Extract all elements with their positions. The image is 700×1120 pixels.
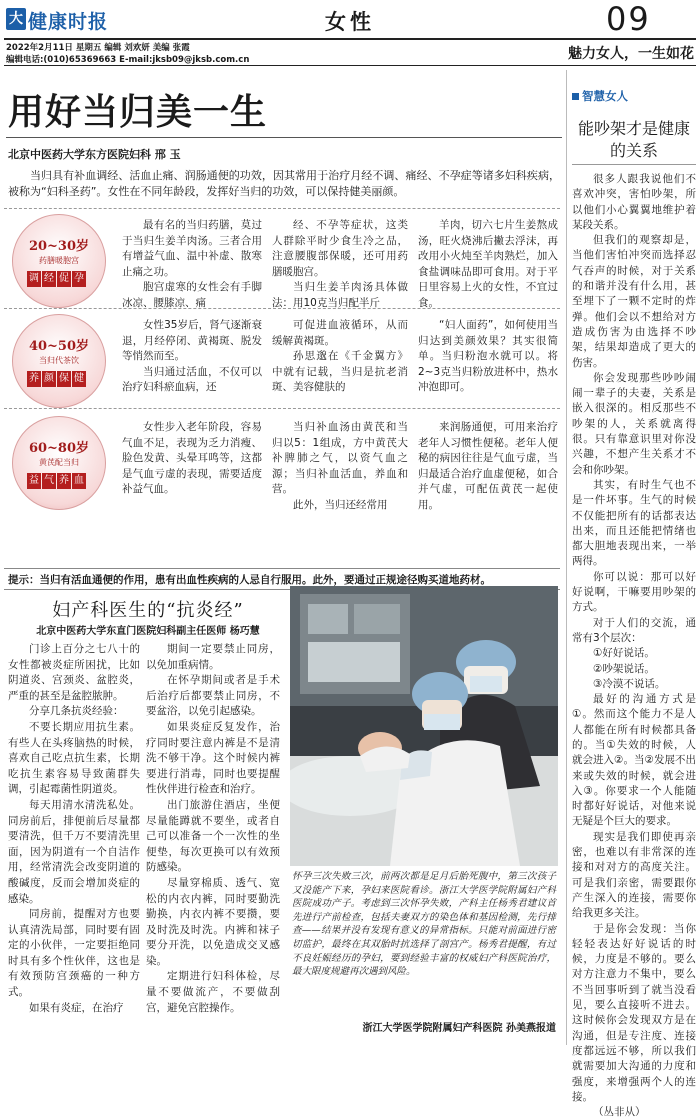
paragraph: “妇人面药”，如何使用当归达到美颜效果？其实很简单。当归粉泡水就可以。将2~3克当归粉放进杯中，热水冲泡即可。 (418, 319, 558, 394)
newspaper-logo (6, 6, 122, 32)
paragraph: 胞宫虚寒的女性会有手脚冰凉、腰膝凉、痛 (122, 281, 262, 309)
column-headline-rule (572, 164, 696, 165)
seal-char: 益 (27, 473, 41, 489)
band-text-col2 (272, 318, 408, 396)
paragraph: 女性步入老年阶段，容易气血不足，表现为乏力消瘦、脸色发黄、头晕耳鸣等，这都是气血亏虚的表现，需要适度补益气血。 (122, 421, 262, 496)
seal-stamp (27, 371, 86, 387)
seal-char: 颜 (42, 371, 56, 387)
paragraph: （丛非从） (593, 1106, 646, 1119)
age-range: 40~50岁 (28, 339, 90, 354)
logo-mark: 大 (6, 8, 26, 30)
paragraph: ①好好说话。 (593, 647, 655, 660)
paragraph: 你会发现那些吵吵闹闹一辈子的夫妻，关系是嵌入很深的。相反那些不吵架的人，关系就离得很。只有靠意识里对你没兴趣，不想产生关系才不会和你吵架。 (572, 371, 696, 476)
column-rule (566, 70, 567, 1045)
square-bullet-icon (572, 93, 579, 100)
paragraph: ②吵架说话。 (593, 662, 655, 675)
seal-stamp (27, 473, 86, 489)
page-slogan: 魅力女人，一生如花 (568, 46, 694, 62)
paragraph: 对于人们的交流，通常有3个层次： (572, 616, 696, 644)
masthead-rule (4, 38, 696, 40)
paragraph: 当归通过活血，不仅可以治疗妇科瘀血病，还 (122, 365, 262, 394)
section-title: 女性 (325, 9, 375, 34)
gyn-text-col2 (146, 642, 280, 1016)
column-section-label: 智慧女人 (582, 89, 628, 103)
age-tagline: 黄芪配当归 (39, 458, 79, 467)
paragraph: 最有名的当归药膳，莫过于当归生姜羊肉汤。三者合用有增益气血、温中补虚、散寒止痛之功。 (122, 219, 262, 278)
logo-text: 健康时报 (28, 11, 109, 33)
editor-contact: 编辑电话:(010)65369663 E-mail:jksb09@jksb.com.cn (6, 55, 250, 65)
photo-credit: 浙江大学医学院附属妇产科医院 孙美燕报道 (362, 1023, 556, 1034)
paragraph: 于是你会发现：当你轻轻表达好好说话的时候，力度是不够的。要么对方注意力不集中，要么不当回事听到了就当没看见，要么直接听不进去。这时候你会发现双方是在沟通，但是专注度、连接度都远远不够，所以我们就需要加大沟通的力度和强度，来增强两个人的连接。 (572, 922, 696, 1103)
age-tagline: 药膳暖胞宫 (39, 256, 79, 265)
band-text-col3 (418, 318, 558, 396)
seal-char: 养 (27, 371, 41, 387)
paragraph: 在怀孕期间或者是手术后治疗后都要禁止同房，不要盆浴，以免引起感染。 (146, 674, 280, 718)
tip-text: 提示：当归有活血通便的作用，患有出血性疾病的人忌自行服用。此外，要通过正规途径购买道地药材。 (8, 574, 491, 586)
band-divider (4, 208, 560, 209)
photo-illustration (290, 586, 558, 866)
paragraph: 可促进血液循环，从而缓解黄褐斑。 (272, 319, 408, 347)
paragraph: 很多人跟我说他们不喜欢冲突，害怕吵架，所以他们小心翼翼地维护着某段关系。 (572, 173, 696, 231)
gyn-headline: 妇产科医生的“抗炎经” (52, 600, 244, 621)
seal-char: 气 (42, 473, 56, 489)
paragraph: 如果有炎症，在治疗 (29, 1001, 124, 1014)
paragraph: 期间一定要禁止同房，以免加重病情。 (146, 643, 280, 671)
band-divider (4, 408, 560, 409)
age-badge (12, 214, 106, 308)
column-headline: 能吵架才是健康的关系 (577, 119, 690, 160)
paragraph: 定期进行妇科体检，尽量不要做流产，不要做刮宫，避免宫腔操作。 (146, 970, 280, 1014)
column-section-header (572, 88, 696, 104)
age-range: 20~30岁 (28, 239, 90, 254)
paragraph: 同房前，提醒对方也要认真清洗局部，同时要有固定的小伙伴，一定要拒绝同时具有多个性伙伴，这也是有效预防宫颈癌的一种方式。 (8, 908, 140, 999)
issue-info: 2022年2月11日 星期五 编辑 刘欢妍 美编 张霞 (6, 43, 190, 53)
paragraph: 孙思邈在《千金翼方》中就有记载，当归是抗老消斑、美容健肤的 (272, 350, 408, 394)
paragraph: 现实是我们即使再亲密，也难以有非常深的连接和对对方的高度关注。可是我们亲密，需要跟你产生深入的连接，需要你给我更多关注。 (572, 830, 696, 920)
paragraph: 经、不孕等症状，这类人群除平时少食生冷之品，注意腰腹部保暖，还可用药膳暖胞宫。 (272, 219, 408, 278)
age-badge (12, 416, 106, 510)
band-text-col1 (122, 218, 262, 312)
paragraph: 其实，有时生气也不是一件坏事。生气的时候不仅能把所有的话都表达出来，而且还能把情绪也都大胆地表现出来，一举两得。 (572, 478, 696, 568)
age-badge (12, 314, 106, 408)
band-divider (4, 308, 560, 309)
paragraph: 但我们的观察却是，当他们害怕冲突而选择忍气吞声的时候，对于关系的和谐并没有什么用，甚至埋下了一颗不定时的炸弹。他们会以不想给对方造成伤害为由选择不吵架，结果却造成了更大的伤害。 (572, 234, 696, 369)
seal-char: 调 (27, 271, 41, 287)
delivery-room-photo (290, 586, 558, 866)
paragraph: 尽量穿棉质、透气、宽松的内衣内裤，同时要勤洗勤换，内衣内裤不要攒，要及时洗及时洗。内裤和袜子要分开洗，以免造成交叉感染。 (146, 876, 280, 967)
age-band-60-80 (4, 412, 560, 562)
band-text-col2 (272, 420, 408, 514)
seal-char: 促 (57, 271, 71, 287)
seal-stamp (27, 271, 86, 287)
paragraph: 此外，当归还经常用 (293, 498, 388, 511)
seal-char: 健 (72, 371, 86, 387)
seal-char: 血 (72, 473, 86, 489)
photo-caption: 怀孕三次失败三次，前两次都是足月后胎死腹中，第三次孩子又没能产下来，孕妇来医院看诊。浙江大学医学院附属妇产科医院成功产子。考虑到三次怀孕失败，产科主任杨秀君建议首先进行产前检查，包括夫妻双方的染色体和基因检测，先行排查——结果并没有发现有意义的异常指标。只能对前面进行密切监护，最终在其双胎时抗选择了剖宫产。杨秀君提醒，有过不良妊娠经历的孕妇，要到经验丰富的权威妇产科医院治疗，最大限度规避再次遇到风险。 (292, 871, 556, 978)
paragraph: 每天用清水清洗私处。同房前后，排便前后尽量都要清洗，但千万不要清洗里面，因为阴道有一个自洁作用，经常清洗会改变阴道的酸碱度，反而会增加炎症的感染。 (8, 798, 140, 905)
paragraph: 如果炎症反复发作，治疗同时要注意内裤是不是清洗不够干净。这个时候内裤要进行消毒，同时也要提醒性伙伴进行检查和治疗。 (146, 720, 280, 796)
paragraph: 分享几条抗炎经验： (29, 705, 124, 718)
paragraph: 不要长期应用抗生素。有些人在头疼脑热的时候，喜欢自己吃点抗生素，长期吃抗生素容易导致菌群失调，引起霉菌性阴道炎。 (8, 720, 140, 796)
headline-rule (6, 137, 562, 138)
seal-char: 经 (42, 271, 56, 287)
paragraph: ③冷漠不说话。 (593, 677, 666, 690)
paragraph: 当归补血汤由黄芪和当归以5：1组成，方中黄芪大补脾肺之气，以资气血之源；当归补血活血，养血和营。 (272, 421, 408, 496)
paragraph: 门诊上百分之七八十的女性都被炎症所困扰，比如阴道炎、宫颈炎、盆腔炎，严重的甚至是盆腔脓肿。 (8, 643, 140, 702)
paragraph: 当归生姜羊肉汤具体做法：用10克当归配半斤 (272, 281, 408, 309)
paragraph: 来润肠通便，可用来治疗老年人习惯性便秘。老年人便秘的病因往往是气血亏虚，当归最适合治疗血虚便秘，如合并气虚，可配伍黄芪一起使用。 (418, 421, 558, 511)
band-text-col1 (122, 420, 262, 498)
band-text-col3 (418, 218, 558, 312)
masthead-bottom-rule (4, 65, 696, 66)
paragraph: 女性35岁后，肾气逐渐衰退，月经停闭、黄褐斑、脱发等悄然而至。 (122, 319, 262, 363)
gyn-byline: 北京中医药大学东直门医院妇科副主任医师 杨巧慧 (36, 626, 260, 637)
page-number: 09 (606, 0, 651, 38)
main-headline: 用好当归美一生 (8, 91, 268, 133)
gyn-text-col1 (8, 642, 140, 1016)
main-intro: 当归具有补血调经、活血止痛、润肠通便的功效，因其常用于治疗月经不调、痛经、不孕症等诸多妇科疾病，被称为“妇科圣药”。女性在不同年龄段，发挥好当归的功效，可以保持健美丽颜。 (8, 169, 560, 198)
paragraph: 你可以说：那可以好好说啊，干嘛要用吵架的方式。 (572, 570, 696, 614)
paragraph: 最好的沟通方式是①。然而这个能力不是人人都能在所有时候都具备的。当①失效的时候，人就会进入②。当②发展不出来或失效的时候，就会进入③。你要求一个人能随时都好好说话，对他来说无疑是个巨大的要求。 (572, 693, 696, 828)
paragraph: 羊肉，切六七片生姜熬成汤，旺火烧沸后撇去浮沫，再改用小火炖至羊肉熟烂，加入食盐调味品即可食用。对于平日里容易上火的女性，不宜过食。 (418, 219, 558, 309)
seal-char: 孕 (72, 271, 86, 287)
age-band-40-50 (4, 310, 560, 408)
band-text-col2 (272, 218, 408, 312)
age-band-20-30 (4, 210, 560, 308)
band-text-col3 (418, 420, 558, 514)
paragraph: 出门旅游住酒店，坐便尽量能蹲就不要坐，或者自己可以准备一个一次性的坐便垫，每次更换可以有效预防感染。 (146, 798, 280, 874)
main-byline: 北京中医药大学东方医院妇科 邢 玉 (8, 148, 181, 161)
age-tagline: 当归代茶饮 (39, 356, 79, 365)
age-range: 60~80岁 (28, 441, 90, 456)
band-text-col1 (122, 318, 262, 396)
seal-char: 养 (57, 473, 71, 489)
column-body (572, 172, 696, 1120)
seal-char: 保 (57, 371, 71, 387)
